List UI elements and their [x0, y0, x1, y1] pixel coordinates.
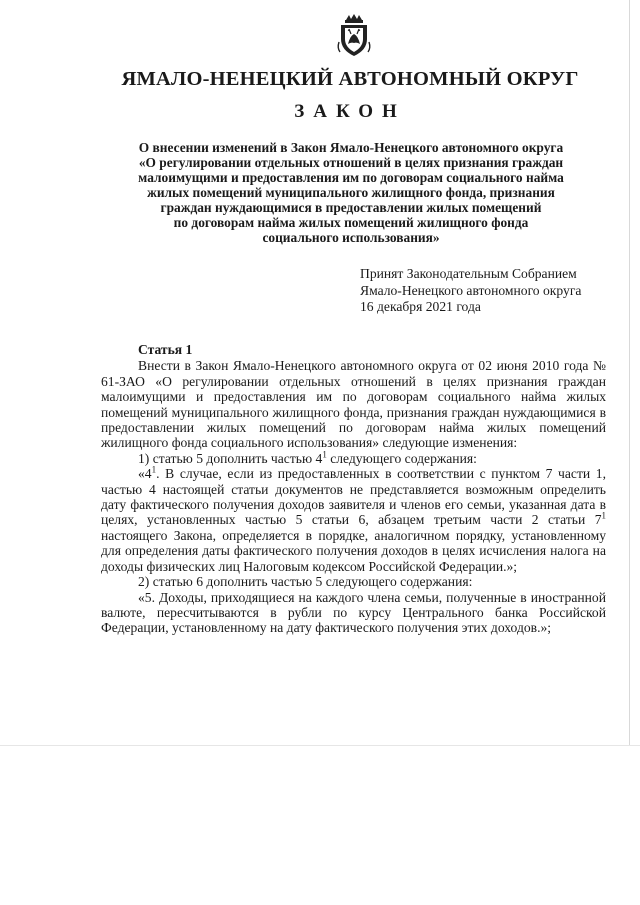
- article-body: [101, 342, 606, 636]
- amendment-item-2: 2) статью 6 дополнить частью 5 следующего содержания:: [138, 574, 473, 590]
- amendment-item-1: 1) статью 5 дополнить частью $4^1$ следующего содержания:: [138, 449, 477, 466]
- title-line: по договорам найма жилых помещений жилищного фонда: [173, 215, 529, 230]
- adoption-date: 16 декабря 2021 года: [360, 299, 481, 314]
- page-bottom-line: [0, 745, 640, 746]
- region-heading: ЯМАЛО-НЕНЕЦКИЙ АВТОНОМНЫЙ ОКРУГ: [121, 68, 579, 90]
- article-heading: Статья 1: [138, 342, 193, 357]
- title-line: малоимущими и предоставления им по договорам социального найма: [138, 170, 564, 185]
- title-line: О внесении изменений в Закон Ямало-Ненецкого автономного округа: [138, 140, 564, 155]
- title-line: социального использования»: [262, 230, 440, 245]
- title-line: граждан нуждающимися в предоставлении жилых помещений: [160, 200, 542, 215]
- law-title: [106, 140, 596, 245]
- amendment-quote-1: «$4^1$. В случае, если из предоставленных в соответствии с пунктом 7 части 1, частью 4 настоящей статьи документов не представляется возможным определить дату фактического получения доходов заявителя и членов его семьи, указанная дата в целях, установленных частью 5 статьи 6, абзацем третьим части 2 статьи $7^1$ настоящего Закона, определяется в порядке, аналогичном порядку, установленному для определения даты фактического получения доходов в целях исчисления налога на доходы физических лиц Налоговым кодексом Российской Федерации.»;: [101, 464, 606, 574]
- adoption-line: Принят Законодательным Собранием: [360, 266, 577, 281]
- adoption-line: Ямало-Ненецкого автономного округа: [360, 282, 582, 298]
- article-intro: Внести в Закон Ямало-Ненецкого автономного округа от 02 июня 2010 года № 61-ЗАО «О регулировании отдельных отношений в целях признания граждан малоимущими и предоставления им по договорам социального найма жилых помещений муниципального жилищного фонда, признания граждан нуждающимися в предоставлении жилых помещений по договорам найма жилых помещений жилищного фонда социального использования» следующие изменения:: [101, 358, 606, 451]
- document-type-heading: ЗАКОН: [294, 101, 406, 122]
- adoption-note: [360, 266, 630, 316]
- title-line: «О регулировании отдельных отношений в целях признания граждан: [138, 155, 564, 170]
- page-edge-line: [629, 0, 630, 745]
- coat-of-arms-icon: [336, 12, 372, 58]
- amendment-quote-2: «5. Доходы, приходящиеся на каждого члена семьи, полученные в иностранной валюте, пересчитываются в рубли по курсу Центрального банка Российской Федерации, установленному на дату фактического получения этих доходов.»;: [101, 589, 606, 636]
- title-line: жилых помещений муниципального жилищного фонда, признания: [147, 185, 555, 200]
